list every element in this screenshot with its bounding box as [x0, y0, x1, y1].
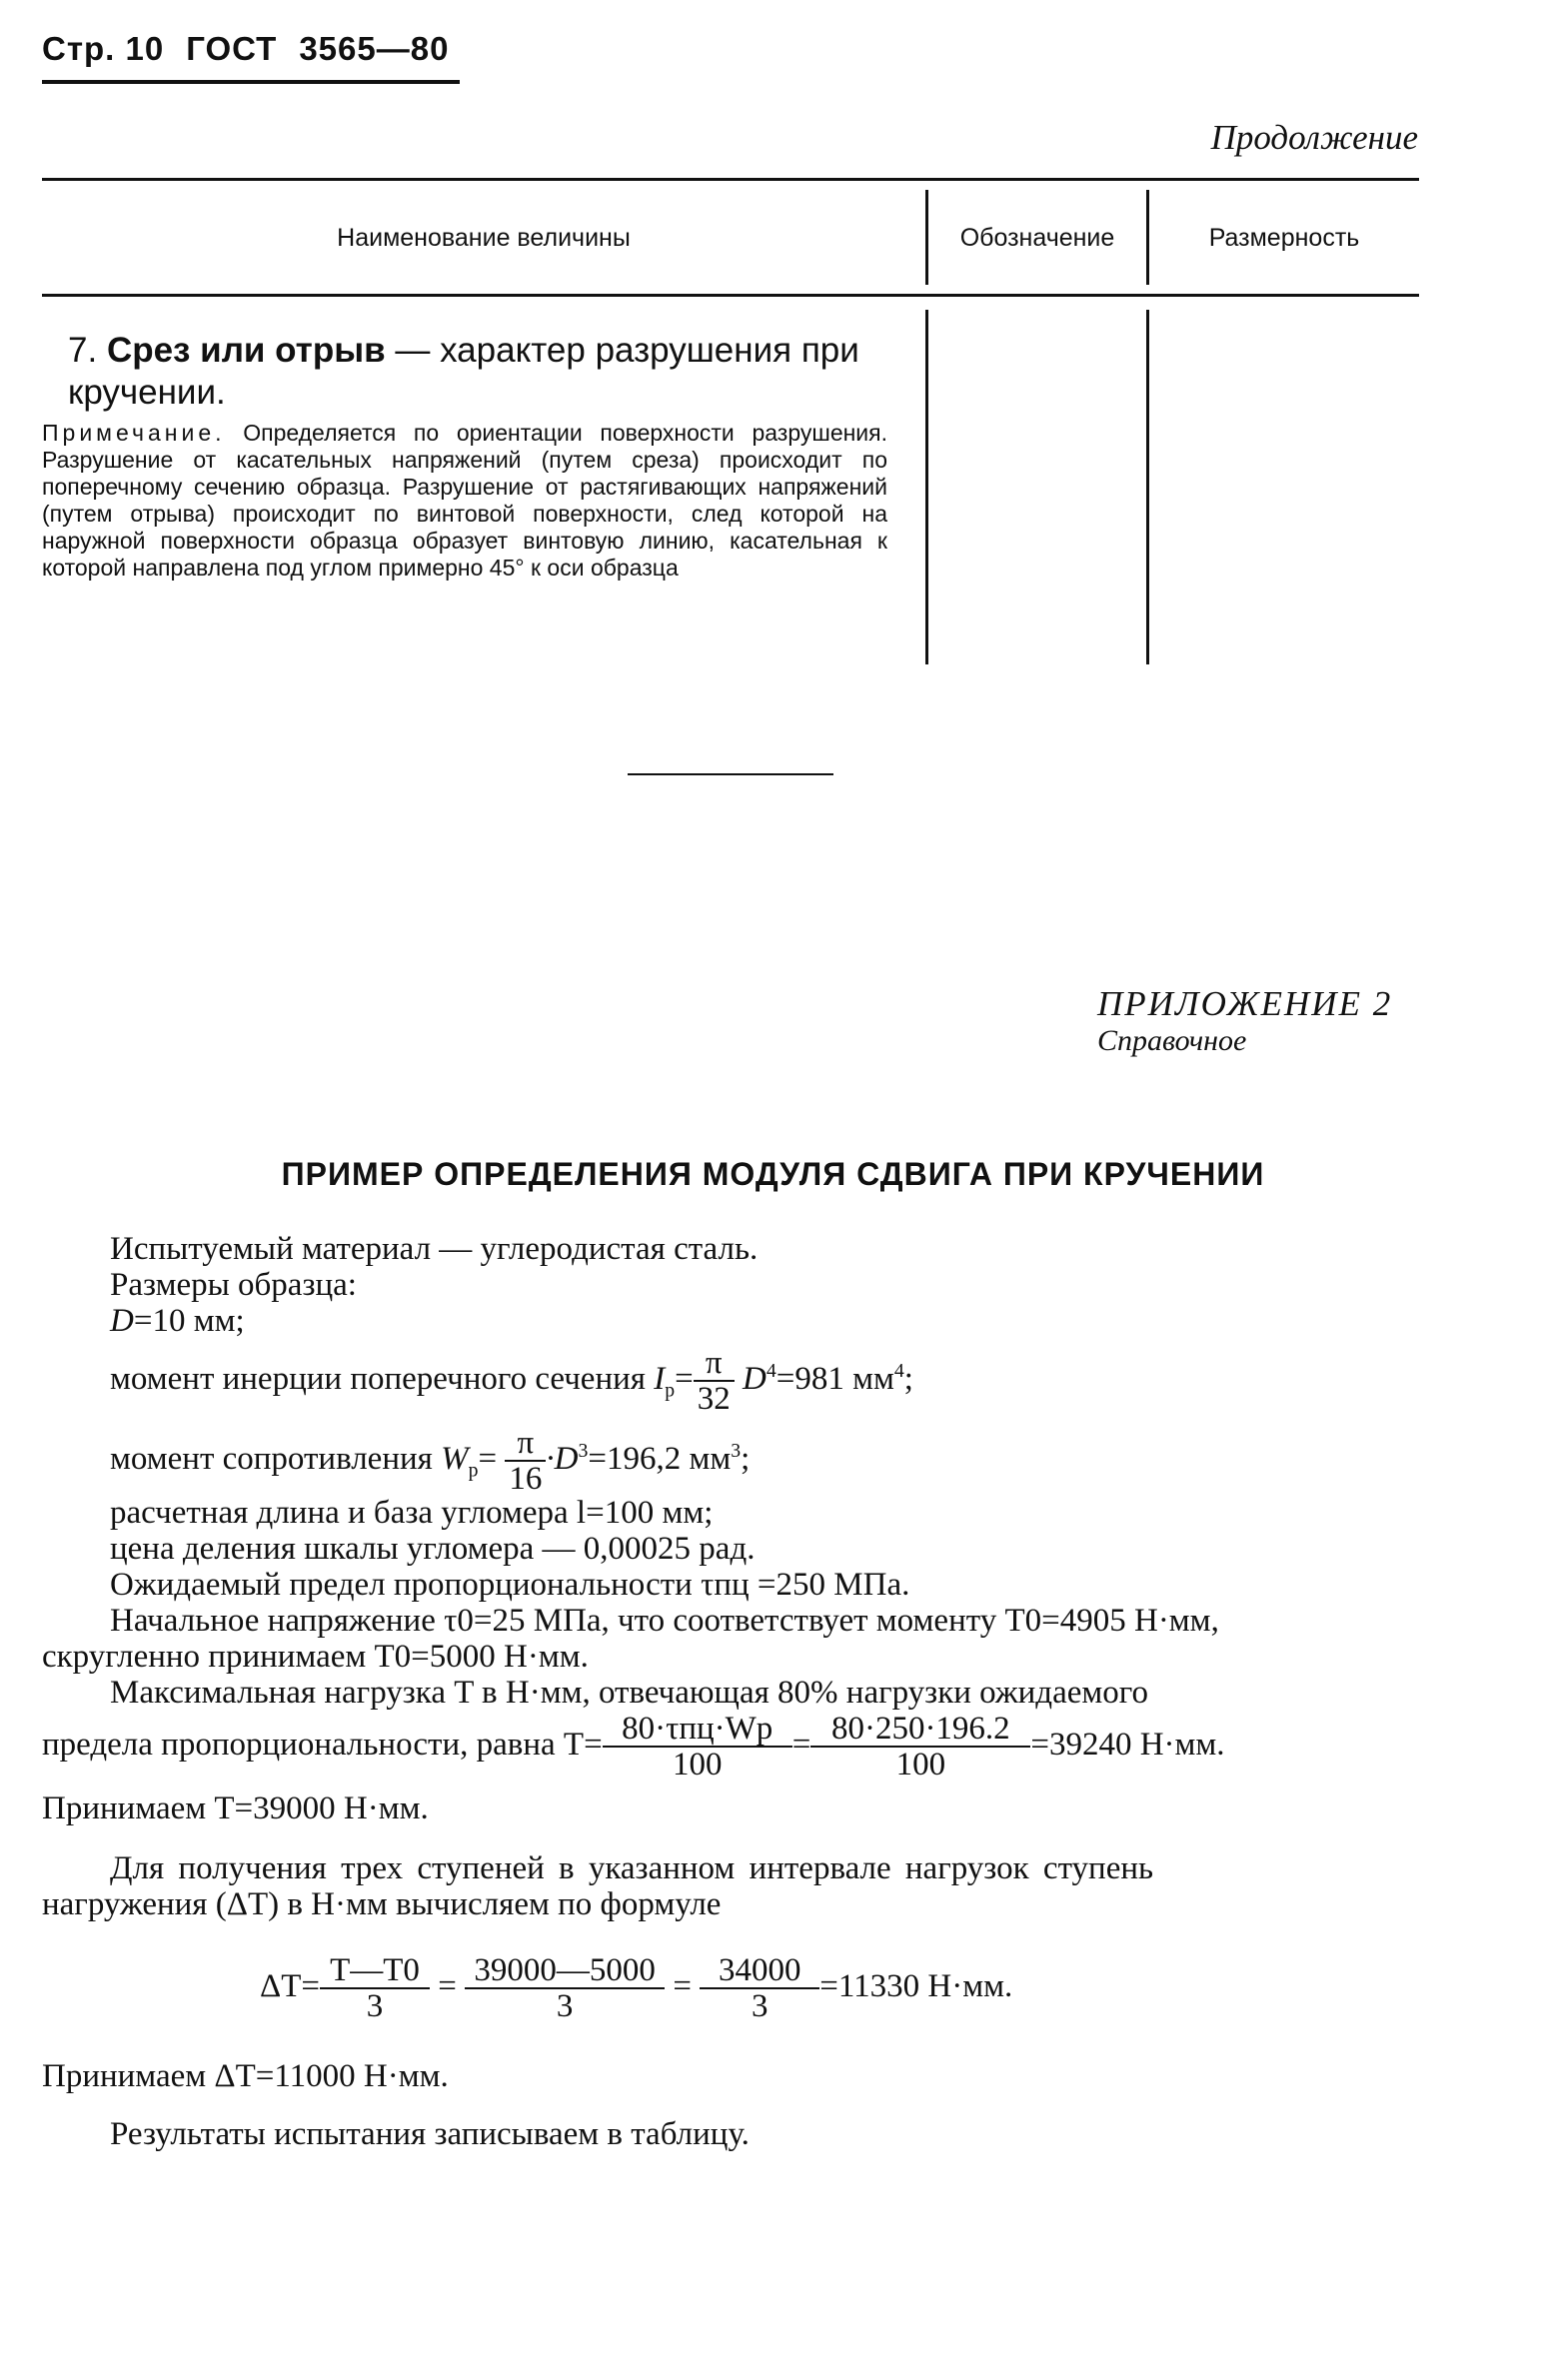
appendix-title: ПРИМЕР ОПРЕДЕЛЕНИЯ МОДУЛЯ СДВИГА ПРИ КРУЧЕНИИ — [281, 1156, 1265, 1192]
table-col-divider-2-body — [1146, 310, 1149, 664]
line-results-table: Результаты испытания записываем в таблицу. — [110, 2116, 750, 2152]
note-lead: Примечание. — [42, 420, 226, 446]
standard-label: ГОСТ — [186, 30, 278, 67]
header-underline — [42, 80, 460, 84]
table-row-note — [42, 420, 887, 582]
column-header-dimension: Размерность — [1208, 224, 1360, 252]
line-diameter: D=10 мм; — [110, 1303, 245, 1339]
line-steps-intro: Для получения трех ступеней в указанном интервале нагрузок ступень — [110, 1850, 1154, 1886]
column-header-name: Наименование величины — [337, 224, 631, 252]
line-material: Испытуемый материал — углеродистая сталь. — [110, 1231, 759, 1267]
line-gauge-length: расчетная длина и база угломера l=100 мм; — [110, 1495, 714, 1531]
appendix-label: ПРИЛОЖЕНИЕ 2 — [1097, 984, 1393, 1023]
table-header-rule — [42, 294, 1419, 297]
section-separator — [628, 773, 833, 775]
fraction-delta-difference: $\frac{34000}{3}$ — [700, 1953, 819, 2024]
table-top-rule — [42, 178, 1419, 181]
fraction-delta-values: $\frac{39000—5000}{3}$ — [465, 1953, 665, 2024]
fraction-delta-symbolic: $\frac{T—T0}{3}$ — [320, 1953, 430, 2024]
column-header-symbol: Обозначение — [959, 224, 1115, 252]
line-max-load: Максимальная нагрузка T в Н·мм, отвечающая 80% нагрузки ожидаемого — [110, 1675, 1148, 1711]
term-definition: — характер разрушения при кручении. — [68, 331, 859, 412]
page-number: Стр. 10 — [42, 30, 165, 67]
line-accept-delta: Принимаем ΔT=11000 Н·мм. — [42, 2058, 449, 2094]
line-scale-division: цена деления шкалы угломера — 0,00025 рад. — [110, 1531, 756, 1567]
line-accept-load: Принимаем T=39000 Н·мм. — [42, 1790, 429, 1826]
line-proportional-limit: Ожидаемый предел пропорциональности τпц =250 МПа. — [110, 1567, 910, 1603]
line-steps-formula-intro: нагружения (ΔT) в Н·мм вычисляем по формуле — [42, 1886, 722, 1922]
delta-t-formula: ΔT= $\frac{T—T0}{3}$ = $\frac{39000—5000}{3}$ = $\frac{34000}{3}$ =11330 Н·мм. — [260, 1951, 1013, 2025]
line-max-load-formula: предела пропорциональности, равна T= $\frac{\text{80·τпц·Wp}}{100}$ = $\frac{80\cdot 250\cdot 196.2}{100}$ =39240 Н·мм. — [42, 1710, 1225, 1784]
term-bold: Срез или отрыв — [106, 331, 386, 370]
continuation-label: Продолжение — [1210, 118, 1418, 157]
appendix-type: Справочное — [1097, 1024, 1247, 1057]
page-header — [42, 30, 449, 68]
line-inertia: момент инерции поперечного сечения $I_p=$ $\frac{\pi}{32}$ $D^4=981$ $мм^4$; — [110, 1344, 913, 1418]
line-resistance: момент сопротивления $W_p=$ $\frac{\pi}{16}$ $\cdot D^3=196,2$ $мм^3$; — [110, 1424, 751, 1498]
table-col-divider-1-body — [925, 310, 928, 664]
line-initial-stress: Начальное напряжение τ0=25 МПа, что соответствует моменту T0=4905 Н·мм, — [110, 1603, 1219, 1639]
note-text: Определяется по ориентации поверхности разрушения. Разрушение от касательных напряжений (путем среза) происходит по поперечному сечению образца. Разрушение от растягивающих напряжений (путем отрыва) происходит по винтовой поверхности, след которой на наружной поверхности образца образует винтовую линию, касательная к которой направлена под углом примерно 45° к оси образца — [42, 420, 887, 581]
fraction-max-load-symbolic: $\frac{\text{80·τпц·Wp}}{100}$ — [603, 1712, 792, 1783]
fraction-pi-16: $\frac{\pi}{16}$ — [505, 1426, 546, 1497]
standard-number: 3565—80 — [299, 30, 450, 67]
fraction-pi-32: $\frac{\pi}{32}$ — [694, 1346, 735, 1417]
fraction-max-load-numeric: $\frac{80\cdot 250\cdot 196.2}{100}$ — [810, 1712, 1030, 1783]
line-dimensions: Размеры образца: — [110, 1267, 357, 1303]
line-rounded-moment: скругленно принимаем T0=5000 Н·мм. — [42, 1639, 589, 1675]
table-row-term: 7. Срез или отрыв — характер разрушения при кручении. — [68, 331, 859, 412]
